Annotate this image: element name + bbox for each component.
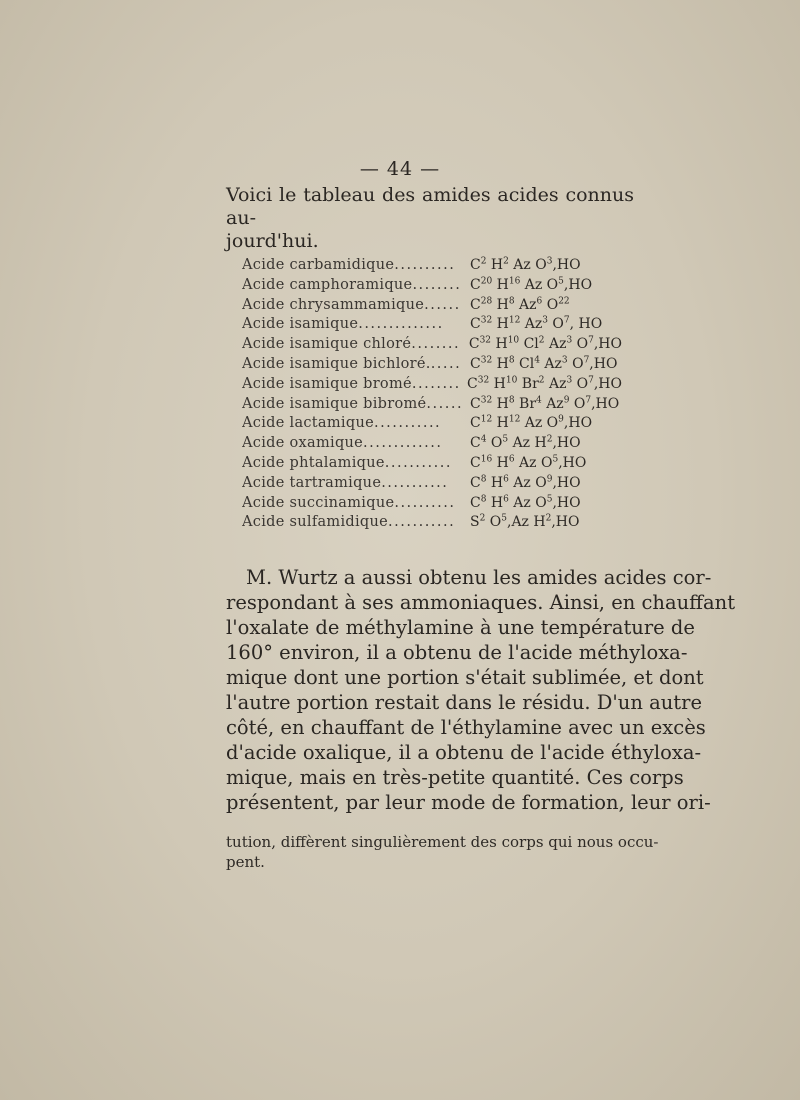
formula-part: C [470,494,481,511]
formula-part: Az H [508,435,547,452]
amide-row [242,356,622,376]
formula-part: ,HO [593,375,622,392]
formula-subscript: 5 [502,434,509,445]
formula-subscript: 6 [503,493,509,504]
formula-subscript: 12 [508,315,521,326]
intro-line: Voici le tableau des amides acides connus au- [226,184,634,229]
formula-part: Az [539,355,562,372]
amide-name [242,376,467,392]
formula-part: H [489,375,506,392]
formula-part: Az O [520,415,559,432]
formula-subscript: 3 [546,256,553,267]
amide-formula [470,475,622,491]
formula-subscript: 10 [505,375,518,386]
amide-row [242,495,622,515]
formula-part: ,HO [593,336,622,353]
amide-row [242,514,622,534]
body-line: présentent, par leur mode de formation, leur ori- [226,791,711,814]
formula-part: ,HO [563,276,593,293]
formula-part: O [569,395,586,412]
formula-subscript: 5 [501,513,507,524]
formula-part: C [470,316,481,333]
amide-row [242,376,622,396]
formula-part: Az [514,296,537,313]
formula-part: Az [544,336,567,353]
formula-part: Az O [514,454,553,471]
leader-dots: ........... [388,514,456,531]
formula-part: H [492,454,509,471]
formula-subscript: 5 [546,493,553,504]
amide-formula [470,495,622,511]
amide-formula [467,376,622,392]
formula-part: ,Az H [507,514,546,531]
formula-subscript: 32 [480,394,493,405]
leader-dots: ............. [363,435,443,452]
amide-name [242,455,470,471]
leader-dots: ...... [426,395,464,412]
body-line: mique, mais en très-petite quantité. Ces corps [226,766,684,789]
formula-subscript: 9 [546,474,553,485]
formula-part: ,HO [551,514,580,531]
amide-row [242,415,622,435]
leader-dots: ...... [424,296,461,313]
amide-formula [470,514,622,530]
formula-part: O [486,435,503,452]
formula-part: C [468,336,480,353]
amide-formula [470,257,622,273]
amide-row [242,277,622,297]
formula-subscript: 8 [508,355,515,366]
formula-subscript: 8 [508,394,515,405]
amide-formula [469,336,622,352]
body-line: mique dont une portion s'était sublimée, et dont [226,666,704,689]
amide-name [242,336,469,352]
formula-part: H [486,257,504,273]
formula-part: Az O [508,494,547,511]
formula-part: O [542,296,559,313]
formula-part: Az O [520,276,559,293]
formula-subscript: 4 [480,434,487,445]
formula-part: Az [520,316,543,333]
body-line: d'acide oxalique, il a obtenu de l'acide éthyloxa- [226,741,702,764]
formula-part: O [572,375,589,392]
formula-subscript: 3 [561,355,568,366]
formula-subscript: 5 [558,276,564,287]
amide-name [242,356,470,372]
leader-dots: ........ [412,276,462,293]
formula-part: C [470,395,481,412]
formula-subscript: 2 [546,434,553,445]
amide-row [242,257,622,277]
formula-subscript: 16 [480,454,493,465]
formula-part: ,HO [591,395,620,412]
amide-row [242,435,622,455]
formula-part: C [470,355,481,372]
formula-subscript: 5 [552,454,559,465]
formula-part: O [547,316,564,333]
formula-subscript: 8 [480,474,487,485]
formula-subscript: 3 [566,335,573,346]
formula-subscript: 6 [508,454,515,465]
amide-name [242,297,470,313]
body-line: côté, en chauffant de l'éthylamine avec un excès [226,716,706,739]
formula-part: H [486,494,504,511]
amide-name-text: Acide lactamique [242,415,374,432]
formula-part: C [470,296,481,313]
amide-row [242,455,622,475]
formula-part: H [492,276,509,293]
amide-formula [470,297,622,313]
amide-row [242,316,622,336]
formula-subscript: 8 [480,493,487,504]
formula-part: ,HO [552,494,581,511]
formula-part: H [492,355,509,372]
formula-part: C [470,276,481,293]
formula-subscript: 28 [480,295,493,306]
formula-part: Az O [508,474,547,491]
formula-subscript: 2 [480,256,487,267]
leader-dots: ........... [381,474,449,491]
formula-subscript: 2 [479,513,486,524]
amide-formula [470,277,622,293]
formula-subscript: 32 [477,375,490,386]
formula-part: Br [517,375,539,392]
formula-subscript: 6 [503,474,509,485]
formula-part: Cl [514,355,535,372]
formula-subscript: 16 [508,276,521,287]
leader-dots: ........... [373,415,442,432]
amide-name [242,257,470,273]
formula-subscript: 12 [480,414,493,425]
footnote-line: tution, diffèrent singulièrement des corps qui nous occu- [226,833,659,851]
formula-part: H [486,474,504,491]
formula-part: C [470,435,481,452]
amide-formula [470,415,622,431]
formula-part: C [470,257,481,273]
amide-name-text: Acide succinamique [242,494,395,511]
formula-part: ,HO [552,435,581,452]
amide-name [242,514,470,530]
amide-formula [470,396,622,412]
formula-subscript: 2 [545,513,552,524]
formula-part: ,HO [589,355,618,372]
leader-dots: .............. [358,316,444,333]
formula-subscript: 12 [508,414,521,425]
amide-name [242,396,470,412]
formula-subscript: 32 [480,315,493,326]
amide-name-text: Acide isamique chloré [242,336,412,353]
formula-part: H [491,336,508,353]
formula-subscript: 7 [588,335,594,346]
amide-name-text: Acide tartramique [242,474,382,491]
leader-dots: .......... [394,257,456,273]
amide-row [242,336,622,356]
amide-name [242,475,470,491]
formula-part: ,HO [558,454,587,471]
amide-name [242,435,470,451]
formula-subscript: 2 [503,256,509,267]
amide-formula [470,356,622,372]
amide-name-text: Acide isamique bromé [242,375,412,392]
amide-name [242,495,470,511]
amide-row [242,396,622,416]
formula-part: O [567,355,584,372]
formula-part: C [470,454,481,471]
formula-part: C [470,415,481,432]
body-line: l'oxalate de méthylamine à une température de [226,616,695,639]
amide-name-text: Acide oxamique [242,435,364,452]
amide-name-text: Acide sulfamidique [242,514,389,531]
body-line: respondant à ses ammoniaques. Ainsi, en chauffant [226,591,736,614]
footnote-line: pent. [226,853,265,871]
intro-line: jourd'hui. [226,230,319,252]
formula-part: Az [541,395,564,412]
amide-name [242,316,470,332]
leader-dots: ........ [411,336,461,353]
formula-subscript: 4 [536,394,542,405]
amide-name-text: Acide isamique bichloré. [242,355,431,372]
formula-subscript: 3 [542,315,548,326]
amide-name-text: Acide camphoramique [242,276,413,293]
formula-subscript: 8 [508,295,515,306]
formula-part: ,HO [552,474,581,491]
formula-part: Az [544,375,567,392]
formula-part: ,HO [563,415,593,432]
formula-subscript: 3 [566,375,573,386]
formula-subscript: 20 [480,276,493,287]
leader-dots: ........... [384,454,452,471]
leader-dots: ........ [411,375,461,392]
formula-subscript: 7 [563,315,570,326]
formula-subscript: 10 [507,335,520,346]
formula-subscript: 2 [538,375,545,386]
amide-formula [470,435,622,451]
amides-table [242,257,622,534]
page-number: — 44 — [359,158,441,180]
amide-row [242,475,622,495]
formula-subscript: 32 [480,355,493,366]
body-line: M. Wurtz a aussi obtenu les amides acides cor- [246,566,712,589]
formula-subscript: 22 [558,295,570,306]
formula-subscript: 7 [585,394,592,405]
formula-subscript: 2 [538,335,545,346]
amide-name-text: Acide isamique bibromé [242,395,427,412]
formula-part: H [492,395,509,412]
intro-paragraph [226,184,634,253]
formula-part: O [485,514,502,531]
amide-name [242,277,470,293]
formula-part: Az O [508,257,547,273]
formula-part: C [467,375,478,392]
formula-part: O [572,336,589,353]
formula-part: Cl [519,336,539,353]
formula-subscript: 32 [479,335,492,346]
formula-part: Br [514,395,537,412]
formula-subscript: 9 [558,414,564,425]
formula-part: H [492,296,509,313]
body-line: 160° environ, il a obtenu de l'acide méthyloxa- [226,641,688,664]
amide-formula [470,316,622,332]
amide-name-text: Acide chrysammamique [242,296,425,313]
formula-part: H [492,316,509,333]
formula-part: , HO [569,316,603,333]
body-paragraph [226,565,736,815]
formula-part: H [492,415,509,432]
amide-name-text: Acide carbamidique [242,257,395,273]
leader-dots: .......... [394,494,456,511]
amide-row [242,297,622,317]
amide-name [242,415,470,431]
formula-part: C [470,474,481,491]
amide-formula [470,455,622,471]
formula-part: ,HO [552,257,581,273]
formula-subscript: 7 [588,375,594,386]
formula-subscript: 4 [534,355,540,366]
formula-subscript: 7 [583,355,590,366]
formula-subscript: 9 [563,394,570,405]
footnote-text [226,832,659,872]
leader-dots: ..... [430,355,462,372]
amide-name-text: Acide phtalamique [242,454,385,471]
body-line: l'autre portion restait dans le résidu. D'un autre [226,691,702,714]
formula-part: S [470,514,480,531]
amide-name-text: Acide isamique [242,316,359,333]
formula-subscript: 6 [536,295,543,306]
